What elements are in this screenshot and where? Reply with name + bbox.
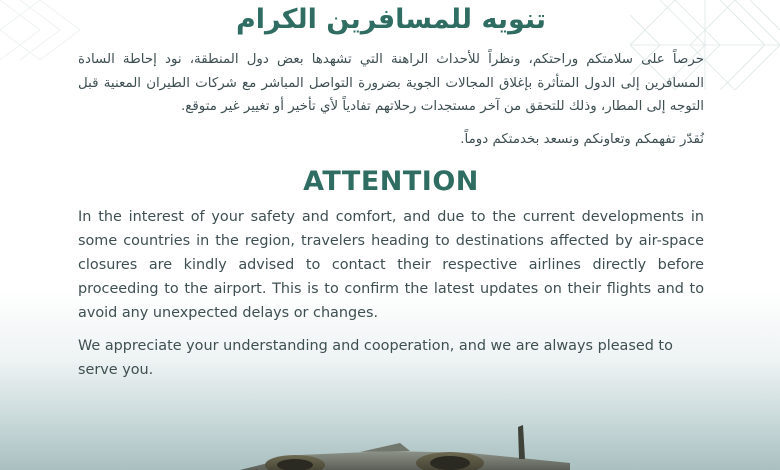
english-thanks: We appreciate your understanding and cooperation, and we are always pleased to serve you. [78,337,673,378]
geometric-pattern-left [0,0,80,60]
notice-content [78,0,704,382]
arabic-thanks: نُقدّر تفهمكم وتعاونكم ونسعد بخدمتكم دوماً. [460,131,704,147]
english-title: ATTENTION [303,165,479,197]
aircraft-image [240,425,570,470]
arabic-title: تنويه للمسافرين الكرام [235,4,547,35]
english-body: In the interest of your safety and comfort, and due to the current developments in some countries in the region, travelers heading to destinations affected by air-space closures are kindly advised to contact their respective airlines directly before proceeding to the airport. This is to confirm the latest updates on their flights and to avoid any unexpected delays or changes. [78,208,704,321]
arabic-body: حرصاً على سلامتكم وراحتكم، ونظراً للأحداث الراهنة التي تشهدها بعض دول المنطقة، نود إحاطة السادة المسافرين إلى الدول المتأثرة بإغلاق المجالات الجوية بضرورة التواصل المباشر مع شركات الطيران المعنية قبل التوجه إلى المطار، وذلك للتحقق من آخر مستجدات رحلاتهم تفادياً لأي تأخير أو تغيير غير متوقع. [78,52,704,114]
